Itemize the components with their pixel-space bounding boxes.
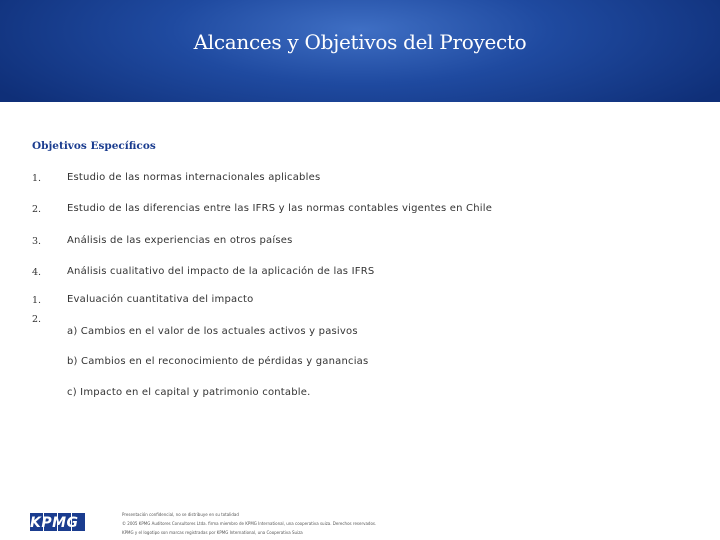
section-heading: Objetivos Específicos xyxy=(32,140,156,152)
list-item: Estudio de las diferencias entre las IFRS y las normas contables vigentes en Chile xyxy=(67,203,493,214)
sub-item: b) Cambios en el reconocimiento de pérdidas y ganancias xyxy=(67,356,369,367)
list-item: Análisis de las experiencias en otros países xyxy=(67,235,293,246)
kpmg-logo xyxy=(30,513,86,531)
footer-line: © 2005 KPMG Auditores Consultores Ltda. firma miembro de KPMG International, una cooperativa suiza. Derechos reservados. xyxy=(122,521,377,526)
list-item: Estudio de las normas internacionales aplicables xyxy=(67,172,321,183)
list-item: Evaluación cuantitativa del impacto xyxy=(67,294,254,305)
item-number: 2. xyxy=(32,204,42,215)
sub-item: c) Impacto en el capital y patrimonio contable. xyxy=(67,387,311,398)
item-number: 1. xyxy=(32,173,42,184)
page-title: Alcances y Objetivos del Proyecto xyxy=(193,30,527,54)
footer-line: Presentación confidencial, no se distribuye en su totalidad xyxy=(122,512,239,517)
item-number: 4. xyxy=(32,267,42,278)
item-number: 2. xyxy=(32,314,42,325)
item-number: 3. xyxy=(32,236,42,247)
logo-text: KPMG xyxy=(30,515,79,531)
list-item: Análisis cualitativo del impacto de la aplicación de las IFRS xyxy=(67,266,375,277)
sub-item: a) Cambios en el valor de los actuales activos y pasivos xyxy=(67,326,358,337)
footer-line: KPMG y el logotipo son marcas registradas por KPMG International, una Cooperativa Suiza xyxy=(122,530,303,535)
item-number: 1. xyxy=(32,295,42,306)
header-banner xyxy=(0,0,720,102)
